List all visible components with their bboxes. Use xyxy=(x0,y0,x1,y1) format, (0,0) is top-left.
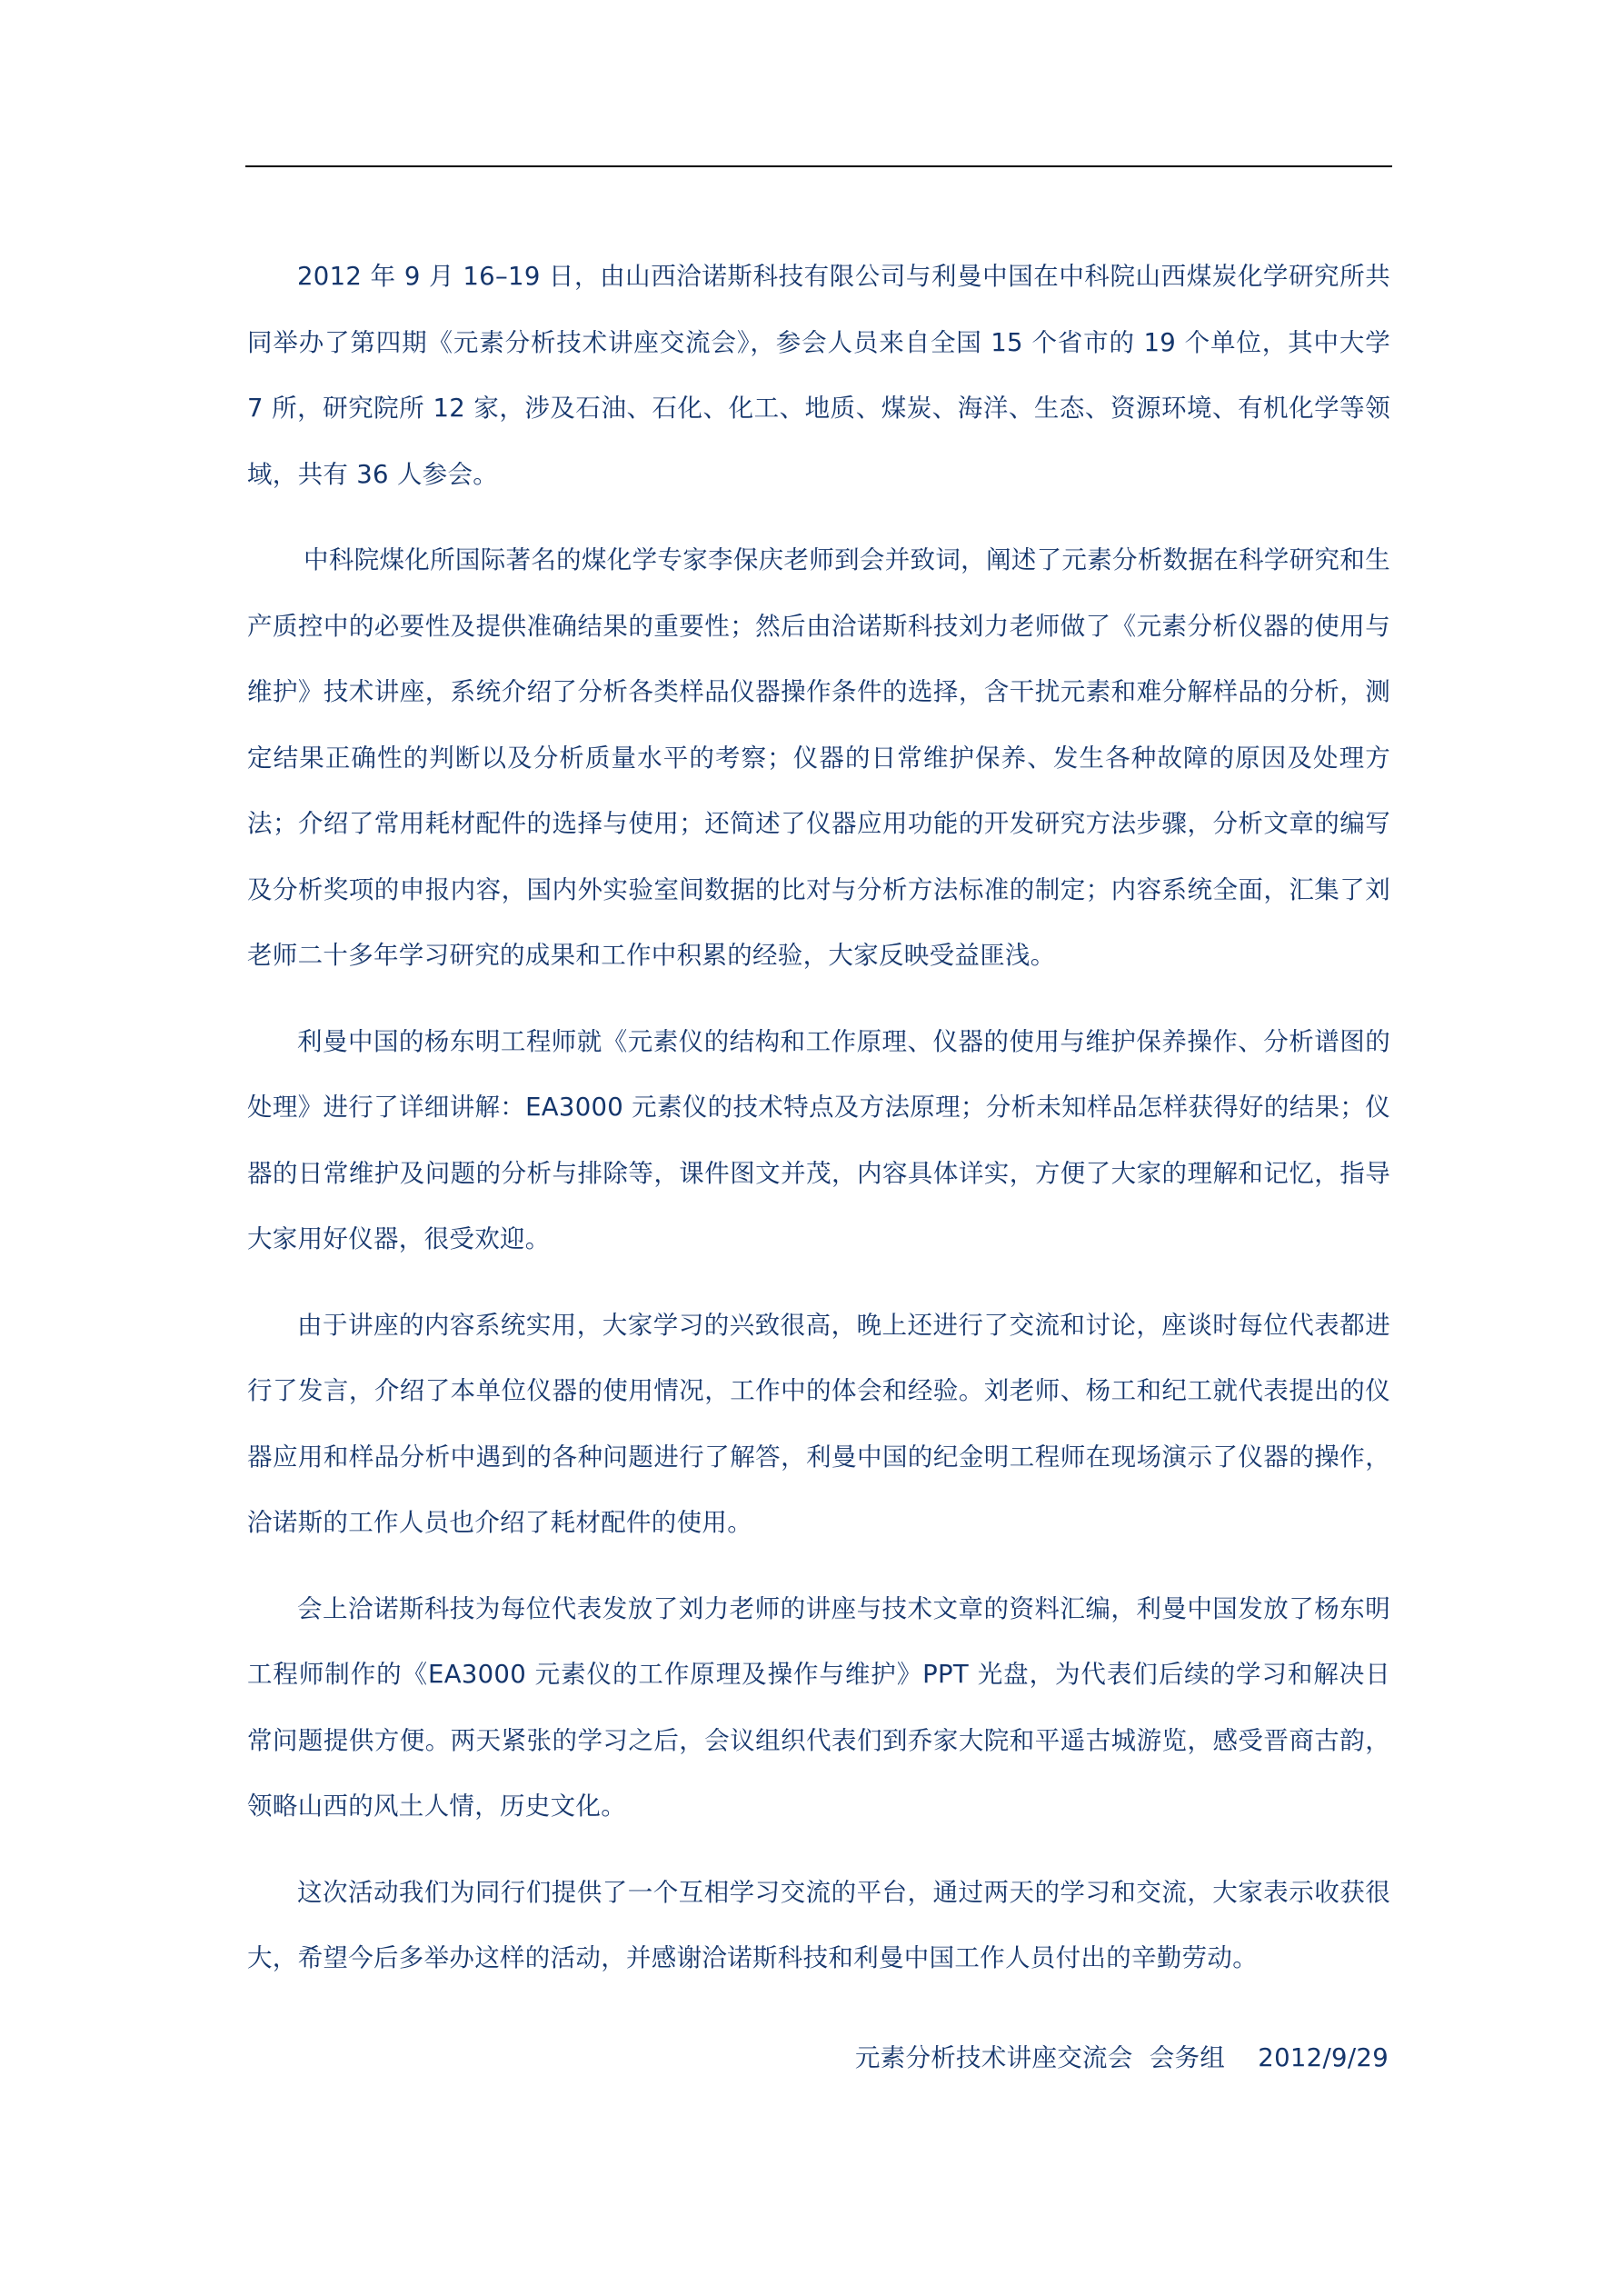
paragraph-2: 中科院煤化所国际著名的煤化学专家李保庆老师到会并致词，阐述了元素分析数据在科学研究和生产质控中的必要性及提供准确结果的重要性；然后由洽诺斯科技刘力老师做了《元素分析仪器的使用与维护》技术讲座，系统介绍了分析各类样品仪器操作条件的选择，含干扰元素和难分解样品的分析，测定结果正确性的判断以及分析质量水平的考察；仪器的日常维护保养、发生各种故障的原因及处理方法；介绍了常用耗材配件的选择与使用；还简述了仪器应用功能的开发研究方法步骤，分析文章的编写及分析奖项的申报内容，国内外实验室间数据的比对与分析方法标准的制定；内容系统全面，汇集了刘老师二十多年学习研究的成果和工作中积累的经验，大家反映受益匪浅。 xyxy=(247,545,1390,970)
paragraph-5: 会上洽诺斯科技为每位代表发放了刘力老师的讲座与技术文章的资料汇编，利曼中国发放了杨东明工程师制作的《EA3000 元素仪的工作原理及操作与维护》PPT 光盘，为代表们后续的学习和解决日常问题提供方便。两天紧张的学习之后，会议组织代表们到乔家大院和平遥古城游览，感受晋商古韵，领略山西的风土人情，历史文化。 xyxy=(247,1593,1390,1821)
paragraph-3: 利曼中国的杨东明工程师就《元素仪的结构和工作原理、仪器的使用与维护保养操作、分析谱图的处理》进行了详细讲解：EA3000 元素仪的技术特点及方法原理；分析未知样品怎样获得好的结果；仪器的日常维护及问题的分析与排除等，课件图文并茂，内容具体详实，方便了大家的理解和记忆，指导大家用好仪器，很受欢迎。 xyxy=(247,1026,1390,1253)
paragraph-1: 2012 年 9 月 16–19 日，由山西洽诺斯科技有限公司与利曼中国在中科院山西煤炭化学研究所共同举办了第四期《元素分析技术讲座交流会》，参会人员来自全国 15 个省市的 19 个单位，其中大学 7 所，研究院所 12 家，涉及石油、石化、化工、地质、煤炭、海洋、生态、资源环境、有机化学等领域，共有 36 人参会。 xyxy=(247,262,1390,489)
header-rule xyxy=(245,165,1392,167)
article-body xyxy=(247,244,1390,2011)
paragraph-6: 这次活动我们为同行们提供了一个互相学习交流的平台，通过两天的学习和交流，大家表示收获很大，希望今后多举办这样的活动，并感谢洽诺斯科技和利曼中国工作人员付出的辛勤劳动。 xyxy=(247,1877,1390,1972)
signature-line: 元素分析技术讲座交流会 会务组 2012/9/29 xyxy=(854,2043,1389,2072)
paragraph-4: 由于讲座的内容系统实用，大家学习的兴致很高，晚上还进行了交流和讨论，座谈时每位代表都进行了发言，介绍了本单位仪器的使用情况，工作中的体会和经验。刘老师、杨工和纪工就代表提出的仪器应用和样品分析中遇到的各种问题进行了解答，利曼中国的纪金明工程师在现场演示了仪器的操作，洽诺斯的工作人员也介绍了耗材配件的使用。 xyxy=(247,1310,1390,1537)
